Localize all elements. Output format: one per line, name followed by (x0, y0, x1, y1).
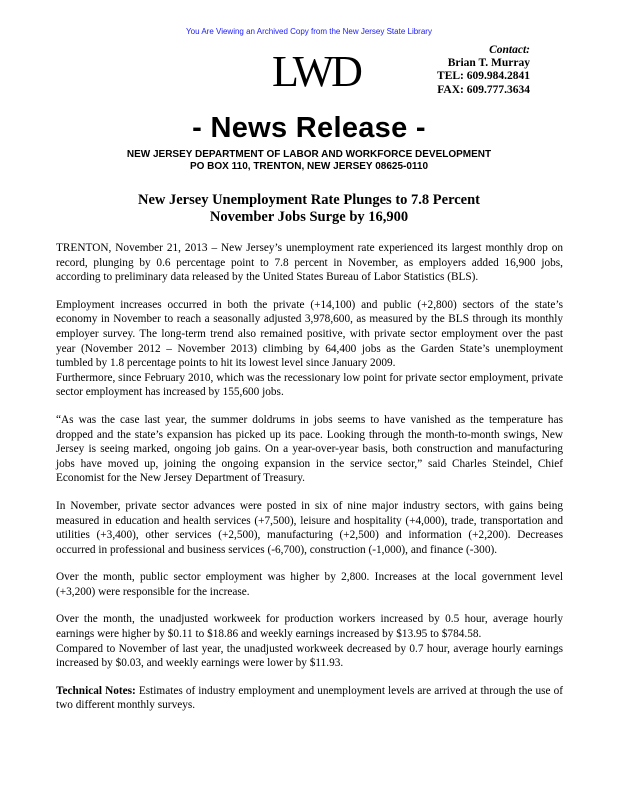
technical-notes-text: Estimates of industry employment and unemployment levels are arrived at through the use of two different monthly surveys. (56, 684, 563, 712)
department-address: PO BOX 110, TRENTON, NEW JERSEY 08625-0110 (189, 161, 429, 172)
department-name: NEW JERSEY DEPARTMENT OF LABOR AND WORKFORCE DEVELOPMENT (126, 149, 492, 160)
contact-label: Contact: (489, 44, 530, 56)
paragraph-quote: “As was the case last year, the summer doldrums in jobs seems to have vanished as the temperature has dropped and the state’s expansion has picked up its pace. Looking through the month-to-month swings, New Jersey is seeing marked, ongoing job gains. On a year-over-year basis, both construction and manufacturing jobs have moved up, joining the ongoing expansion in the service sector,” said Charles Steindel, Chief Economist for the New Jersey Department of Treasury. (56, 413, 563, 485)
paragraph-technical-notes (56, 684, 563, 713)
department-block (0, 149, 618, 173)
paragraph-year-comparison: Compared to November of last year, the unadjusted workweek decreased by 0.7 hour, average hourly earnings increased by $0.03, and weekly earnings were lower by $11.93. (56, 642, 563, 670)
contact-fax: FAX: 609.777.3634 (437, 83, 530, 96)
contact-tel: TEL: 609.984.2841 (437, 70, 530, 83)
paragraph-industry-sectors: In November, private sector advances were posted in six of nine major industry sectors, with gains being measured in education and health services (+7,500), leisure and hospitality (+4,000), trade, transportation and utilities (+3,400), other services (+2,500), manufacturing (+2,500) and information (+2,200). Decreases occurred in professional and business services (-6,700), construction (-1,000), and finance (-300). (56, 499, 563, 556)
paragraph-public-sector: Over the month, public sector employment was higher by 2,800. Increases at the local government level (+3,200) were responsible for the increase. (56, 571, 563, 598)
news-release-headline: - News Release - (192, 112, 426, 144)
release-title-line-2: November Jobs Surge by 16,900 (209, 209, 409, 225)
paragraph-workweek: Over the month, the unadjusted workweek for production workers increased by 0.5 hour, average hourly earnings were higher by $0.11 to $18.86 and weekly earnings increased by $13.95 to $784.58. (56, 613, 563, 641)
paragraph-intro: TRENTON, November 21, 2013 – New Jersey’s unemployment rate experienced its largest monthly drop on record, plunging by 0.6 percentage point to 7.8 percent in November, as employers added 16,900 jobs, according to preliminary data released by the United States Bureau of Labor Statistics (BLS). (56, 242, 563, 284)
lwd-logo-text: LWD (272, 47, 360, 94)
paragraph-private-sector: Furthermore, since February 2010, which was the recessionary low point for private sector employment, private sector employment has increased by 155,600 jobs. (56, 371, 563, 399)
technical-notes-label: Technical Notes: (56, 684, 136, 697)
release-title (0, 192, 618, 226)
archive-notice: You Are Viewing an Archived Copy from the New Jersey State Library (186, 27, 432, 36)
contact-name: Brian T. Murray (447, 57, 530, 70)
release-title-line-1: New Jersey Unemployment Rate Plunges to 7.8 Percent (137, 192, 481, 208)
contact-block (437, 44, 530, 97)
release-body (56, 241, 563, 726)
paragraph-employment: Employment increases occurred in both the private (+14,100) and public (+2,800) sectors of the state’s economy in November to reach a seasonally adjusted 3,978,600, as measured by the BLS through its monthly employer survey. The long-term trend also remained positive, with private sector employment over the past year (November 2012 – November 2013) climbing by 64,400 jobs as the Garden State’s unemployment tumbled by 1.8 percentage points to hit its lowest level since January 2009. (56, 298, 563, 370)
lwd-logo (268, 46, 364, 94)
